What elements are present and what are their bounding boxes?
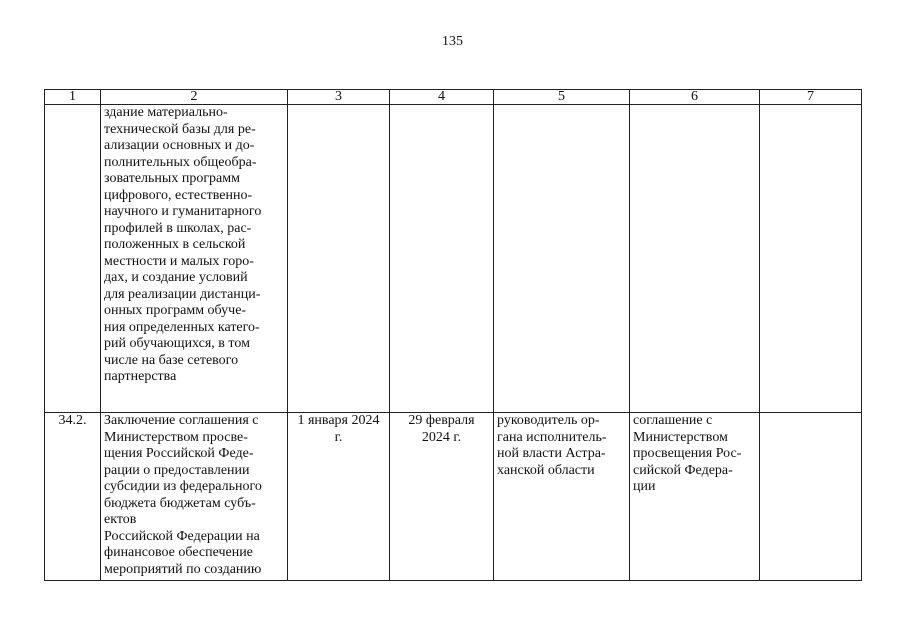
cell-responsible (494, 105, 630, 413)
cell-start-date: 1 января 2024 г. (288, 413, 390, 581)
cell-number (45, 105, 101, 413)
cell-responsible: руководитель ор- гана исполнитель- ной власти Астра- ханской области (494, 413, 630, 581)
document-table (44, 89, 862, 581)
cell-result: соглашение с Министерством просвещения Рос- сийской Федера- ции (630, 413, 760, 581)
cell-description: Заключение соглашения с Министерством просве- щения Российской Феде- рации о предоставлении субсидии из федерального бюджета бюджетам субъ- ектов Российской Федерации на финансовое обеспечение мероприятий по созданию (101, 413, 288, 581)
column-header-2: 2 (101, 90, 288, 105)
table-row (45, 413, 862, 581)
cell-start-date (288, 105, 390, 413)
column-header-5: 5 (494, 90, 630, 105)
column-header-6: 6 (630, 90, 760, 105)
cell-end-date: 29 февраля 2024 г. (390, 413, 494, 581)
header-row (45, 90, 862, 105)
page-number: 135 (442, 34, 463, 49)
column-header-7: 7 (760, 90, 862, 105)
cell-end-date (390, 105, 494, 413)
cell-result (630, 105, 760, 413)
column-header-3: 3 (288, 90, 390, 105)
cell-description: здание материально- технической базы для ре- ализации основных и до- полнительных общеобра- зовательных программ цифрового, естественно- научного и гуманитарного профилей в школах, рас- положенных в сельской местности и малых горо- дах, и создание условий для реализации дистанци- онных программ обуче- ния определенных катего- рий обучающихся, в том числе на базе сетевого партнерства (101, 105, 288, 413)
cell-number: 34.2. (45, 413, 101, 581)
column-header-4: 4 (390, 90, 494, 105)
cell-col7 (760, 413, 862, 581)
cell-col7 (760, 105, 862, 413)
table-row (45, 105, 862, 413)
column-header-1: 1 (45, 90, 101, 105)
